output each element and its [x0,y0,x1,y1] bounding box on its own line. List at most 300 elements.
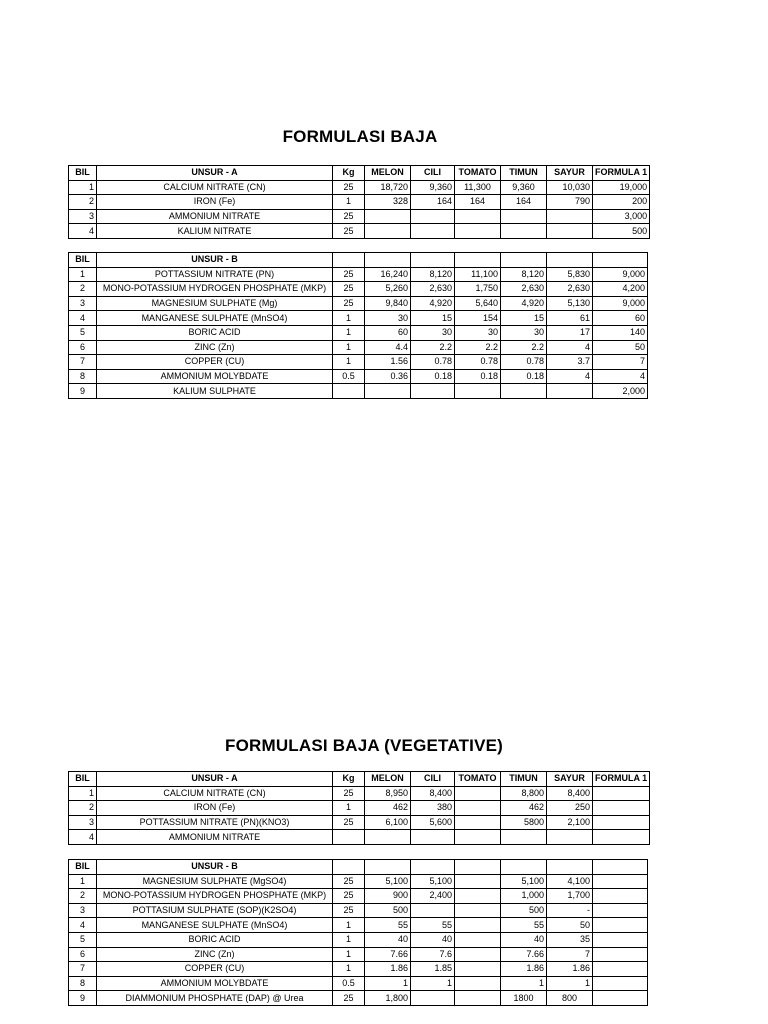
cell-melon: 16,240 [365,267,411,282]
header-row [69,772,650,787]
cell-cili: 1 [411,976,455,991]
header-sayur: SAYUR [547,166,593,181]
cell-unsur: POTTASSIUM NITRATE (PN) [97,267,333,282]
header-melon: MELON [365,772,411,787]
cell-timun: 5800 [501,815,547,830]
cell-tomato: 2.2 [455,340,501,355]
cell-unsur: KALIUM SULPHATE [97,384,333,399]
cell-cili: 9,360 [411,180,455,195]
table-row [69,962,648,977]
cell-cili: 4,920 [411,296,455,311]
table-row [69,224,650,239]
cell-kg [333,830,365,845]
cell-kg: 0.5 [333,369,365,384]
cell-tomato [455,889,501,904]
table-row [69,976,648,991]
cell-kg: 25 [333,267,365,282]
cell-tomato [455,874,501,889]
cell-formula-1: 7 [593,355,648,370]
cell-tomato: 11,100 [455,267,501,282]
cell-timun: 1 [501,976,547,991]
cell-bil: 8 [69,976,97,991]
cell-unsur: MAGNESIUM SULPHATE (Mg) [97,296,333,311]
cell-formula-1 [593,874,648,889]
cell-formula-1: 500 [593,224,650,239]
cell-cili: 380 [411,801,455,816]
header-bil: BIL [69,166,97,181]
cell-melon: 0.36 [365,369,411,384]
table-row [69,195,650,210]
cell-bil: 6 [69,947,97,962]
cell-melon: 5,260 [365,282,411,297]
header-timun [501,253,547,268]
table-row [69,267,648,282]
header-melon [365,860,411,875]
header-melon: MELON [365,166,411,181]
cell-cili: 0.18 [411,369,455,384]
cell-bil: 2 [69,801,97,816]
cell-sayur [547,209,593,224]
cell-sayur: 5,130 [547,296,593,311]
table-row [69,209,650,224]
cell-tomato: 11,300 [455,180,501,195]
cell-formula-1 [593,932,648,947]
cell-melon: 18,720 [365,180,411,195]
table-row [69,991,648,1006]
cell-formula-1 [593,815,650,830]
cell-cili: 5,600 [411,815,455,830]
header-formula-1 [593,253,648,268]
cell-timun: 4,920 [501,296,547,311]
cell-tomato [455,384,501,399]
cell-kg: 1 [333,801,365,816]
table-row [69,830,650,845]
cell-timun [501,830,547,845]
cell-unsur: IRON (Fe) [97,195,333,210]
cell-bil: 3 [69,296,97,311]
cell-unsur: AMMONIUM MOLYBDATE [97,976,333,991]
cell-bil: 3 [69,903,97,918]
cell-kg: 25 [333,296,365,311]
cell-cili: 30 [411,325,455,340]
cell-unsur: MANGANESE SULPHATE (MnSO4) [97,311,333,326]
cell-melon: 9,840 [365,296,411,311]
cell-bil: 4 [69,830,97,845]
cell-bil: 5 [69,932,97,947]
cell-melon: 30 [365,311,411,326]
cell-formula-1: 4 [593,369,648,384]
cell-tomato: 5,640 [455,296,501,311]
cell-tomato [455,209,501,224]
cell-timun: 1800 [501,991,547,1006]
cell-sayur: 50 [547,918,593,933]
table-unsur-a [68,165,650,239]
cell-timun: 55 [501,918,547,933]
cell-kg: 25 [333,889,365,904]
cell-sayur: 4 [547,369,593,384]
table-row [69,282,648,297]
cell-cili: 5,100 [411,874,455,889]
cell-bil: 3 [69,209,97,224]
cell-tomato [455,224,501,239]
header-unsur: UNSUR - A [97,166,333,181]
cell-melon: 1.56 [365,355,411,370]
cell-sayur: 2,100 [547,815,593,830]
cell-cili: 55 [411,918,455,933]
cell-bil: 6 [69,340,97,355]
cell-timun: 8,800 [501,786,547,801]
header-timun: TIMUN [501,166,547,181]
cell-timun [501,209,547,224]
cell-bil: 8 [69,369,97,384]
cell-tomato: 164 [455,195,501,210]
header-sayur [547,860,593,875]
cell-melon: 1.86 [365,962,411,977]
cell-unsur: DIAMMONIUM PHOSPHATE (DAP) @ Urea [97,991,333,1006]
cell-bil: 1 [69,874,97,889]
cell-bil: 2 [69,195,97,210]
cell-cili: 2,400 [411,889,455,904]
cell-melon: 40 [365,932,411,947]
cell-formula-1 [593,976,648,991]
cell-bil: 9 [69,991,97,1006]
cell-sayur: 4,100 [547,874,593,889]
cell-formula-1 [593,801,650,816]
cell-formula-1 [593,786,650,801]
cell-kg: 25 [333,786,365,801]
cell-melon: 328 [365,195,411,210]
cell-cili: 2.2 [411,340,455,355]
cell-tomato [455,976,501,991]
cell-kg: 25 [333,224,365,239]
cell-bil: 1 [69,786,97,801]
cell-bil: 1 [69,180,97,195]
table-unsur-b [68,252,648,399]
cell-sayur: 790 [547,195,593,210]
cell-timun: 30 [501,325,547,340]
cell-kg: 1 [333,918,365,933]
cell-kg: 1 [333,962,365,977]
cell-bil: 7 [69,962,97,977]
cell-melon: 5,100 [365,874,411,889]
cell-sayur: 1 [547,976,593,991]
header-unsur: UNSUR - B [97,253,333,268]
cell-cili: 8,400 [411,786,455,801]
header-timun: TIMUN [501,772,547,787]
cell-timun: 5,100 [501,874,547,889]
cell-formula-1 [593,947,648,962]
header-unsur: UNSUR - B [97,860,333,875]
cell-kg: 1 [333,340,365,355]
cell-kg [333,384,365,399]
section-title-formulasi-baja: FORMULASI BAJA [282,127,438,146]
cell-sayur [547,384,593,399]
cell-kg: 1 [333,932,365,947]
cell-kg: 25 [333,815,365,830]
cell-sayur: 10,030 [547,180,593,195]
cell-bil: 2 [69,889,97,904]
cell-sayur: 61 [547,311,593,326]
header-row [69,860,648,875]
cell-sayur: - [547,903,593,918]
cell-formula-1: 60 [593,311,648,326]
cell-melon: 462 [365,801,411,816]
table-row [69,296,648,311]
table-row [69,384,648,399]
header-tomato: TOMATO [455,166,501,181]
cell-sayur: 1,700 [547,889,593,904]
section-title-formulasi-baja-vegetative: FORMULASI BAJA (VEGETATIVE) [224,736,504,755]
cell-timun: 2,630 [501,282,547,297]
cell-unsur: COPPER (CU) [97,962,333,977]
cell-tomato [455,786,501,801]
cell-kg: 1 [333,947,365,962]
cell-unsur: COPPER (CU) [97,355,333,370]
cell-formula-1: 9,000 [593,267,648,282]
header-formula-1: FORMULA 1 [593,166,650,181]
cell-cili: 15 [411,311,455,326]
cell-kg: 1 [333,325,365,340]
cell-formula-1: 2,000 [593,384,648,399]
cell-sayur: 7 [547,947,593,962]
cell-tomato: 154 [455,311,501,326]
cell-timun [501,384,547,399]
cell-timun: 462 [501,801,547,816]
cell-kg: 25 [333,991,365,1006]
cell-kg: 25 [333,282,365,297]
cell-kg: 25 [333,874,365,889]
header-cili: CILI [411,166,455,181]
cell-timun: 15 [501,311,547,326]
cell-cili [411,991,455,1006]
cell-sayur: 35 [547,932,593,947]
cell-bil: 5 [69,325,97,340]
cell-cili: 8,120 [411,267,455,282]
cell-kg: 25 [333,903,365,918]
cell-melon [365,209,411,224]
cell-formula-1: 140 [593,325,648,340]
cell-melon: 60 [365,325,411,340]
cell-tomato [455,918,501,933]
cell-melon: 6,100 [365,815,411,830]
header-tomato [455,253,501,268]
cell-cili: 0.78 [411,355,455,370]
cell-timun: 0.78 [501,355,547,370]
table-row [69,311,648,326]
cell-sayur: 17 [547,325,593,340]
cell-melon: 1 [365,976,411,991]
table-row [69,340,648,355]
cell-kg: 1 [333,355,365,370]
cell-cili: 2,630 [411,282,455,297]
table-row [69,369,648,384]
table-vegetative-unsur-a [68,771,650,845]
cell-tomato [455,991,501,1006]
header-row [69,166,650,181]
table-row [69,815,650,830]
cell-melon: 4.4 [365,340,411,355]
cell-unsur: MANGANESE SULPHATE (MnSO4) [97,918,333,933]
cell-tomato [455,815,501,830]
cell-sayur: 2,630 [547,282,593,297]
cell-cili [411,224,455,239]
cell-kg: 25 [333,209,365,224]
cell-bil: 4 [69,918,97,933]
cell-bil: 9 [69,384,97,399]
cell-kg: 1 [333,195,365,210]
cell-melon [365,830,411,845]
header-bil: BIL [69,860,97,875]
header-sayur [547,253,593,268]
cell-formula-1 [593,903,648,918]
cell-timun: 8,120 [501,267,547,282]
header-cili: CILI [411,772,455,787]
cell-melon: 55 [365,918,411,933]
cell-unsur: IRON (Fe) [97,801,333,816]
header-kg: Kg [333,772,365,787]
cell-sayur [547,224,593,239]
cell-unsur: ZINC (Zn) [97,947,333,962]
table-row [69,355,648,370]
header-row [69,253,648,268]
cell-timun: 1.86 [501,962,547,977]
cell-formula-1 [593,991,648,1006]
cell-sayur [547,830,593,845]
cell-unsur: AMMONIUM NITRATE [97,830,333,845]
table-row [69,889,648,904]
header-unsur: UNSUR - A [97,772,333,787]
cell-melon: 1,800 [365,991,411,1006]
table-row [69,903,648,918]
cell-sayur: 4 [547,340,593,355]
cell-tomato [455,801,501,816]
header-sayur: SAYUR [547,772,593,787]
cell-tomato [455,962,501,977]
header-melon [365,253,411,268]
cell-tomato: 0.18 [455,369,501,384]
cell-timun: 2.2 [501,340,547,355]
cell-kg: 0.5 [333,976,365,991]
cell-formula-1 [593,830,650,845]
cell-timun: 0.18 [501,369,547,384]
cell-cili: 40 [411,932,455,947]
cell-melon: 500 [365,903,411,918]
cell-bil: 1 [69,267,97,282]
cell-timun: 164 [501,195,547,210]
table-row [69,325,648,340]
cell-kg: 1 [333,311,365,326]
cell-formula-1: 200 [593,195,650,210]
cell-unsur: POTTASSIUM NITRATE (PN)(KNO3) [97,815,333,830]
cell-bil: 3 [69,815,97,830]
cell-bil: 4 [69,311,97,326]
cell-tomato: 1,750 [455,282,501,297]
cell-tomato [455,932,501,947]
cell-unsur: CALCIUM NITRATE (CN) [97,786,333,801]
cell-timun [501,224,547,239]
cell-melon: 8,950 [365,786,411,801]
cell-melon: 7.66 [365,947,411,962]
table-row [69,786,650,801]
cell-timun: 40 [501,932,547,947]
table-row [69,874,648,889]
cell-sayur: 3.7 [547,355,593,370]
cell-timun: 7.66 [501,947,547,962]
cell-unsur: AMMONIUM MOLYBDATE [97,369,333,384]
cell-cili [411,384,455,399]
cell-unsur: MAGNESIUM SULPHATE (MgSO4) [97,874,333,889]
cell-kg: 25 [333,180,365,195]
cell-tomato [455,830,501,845]
cell-formula-1: 4,200 [593,282,648,297]
cell-formula-1 [593,889,648,904]
header-bil: BIL [69,772,97,787]
cell-formula-1: 9,000 [593,296,648,311]
cell-timun: 500 [501,903,547,918]
cell-cili [411,830,455,845]
table-vegetative-unsur-b [68,859,648,1006]
table-row [69,947,648,962]
header-kg [333,860,365,875]
header-tomato [455,860,501,875]
cell-sayur: 800 [547,991,593,1006]
header-cili [411,253,455,268]
cell-tomato [455,903,501,918]
cell-unsur: CALCIUM NITRATE (CN) [97,180,333,195]
cell-sayur: 8,400 [547,786,593,801]
table-row [69,918,648,933]
cell-formula-1 [593,918,648,933]
cell-unsur: BORIC ACID [97,325,333,340]
cell-unsur: BORIC ACID [97,932,333,947]
cell-bil: 2 [69,282,97,297]
cell-formula-1: 19,000 [593,180,650,195]
cell-unsur: ZINC (Zn) [97,340,333,355]
cell-tomato [455,947,501,962]
cell-melon: 900 [365,889,411,904]
header-kg [333,253,365,268]
header-formula-1 [593,860,648,875]
cell-formula-1: 50 [593,340,648,355]
header-cili [411,860,455,875]
table-row [69,932,648,947]
cell-unsur: KALIUM NITRATE [97,224,333,239]
header-kg: Kg [333,166,365,181]
header-bil: BIL [69,253,97,268]
header-tomato: TOMATO [455,772,501,787]
cell-tomato: 30 [455,325,501,340]
cell-melon [365,384,411,399]
table-row [69,180,650,195]
cell-cili: 7.6 [411,947,455,962]
cell-timun: 1,000 [501,889,547,904]
cell-sayur: 250 [547,801,593,816]
cell-melon [365,224,411,239]
cell-formula-1: 3,000 [593,209,650,224]
cell-unsur: AMMONIUM NITRATE [97,209,333,224]
cell-bil: 7 [69,355,97,370]
cell-sayur: 1.86 [547,962,593,977]
cell-timun: 9,360 [501,180,547,195]
cell-unsur: MONO-POTASSIUM HYDROGEN PHOSPHATE (MKP) [97,889,333,904]
cell-cili [411,903,455,918]
header-timun [501,860,547,875]
cell-formula-1 [593,962,648,977]
cell-bil: 4 [69,224,97,239]
cell-sayur: 5,830 [547,267,593,282]
header-formula-1: FORMULA 1 [593,772,650,787]
cell-cili: 164 [411,195,455,210]
